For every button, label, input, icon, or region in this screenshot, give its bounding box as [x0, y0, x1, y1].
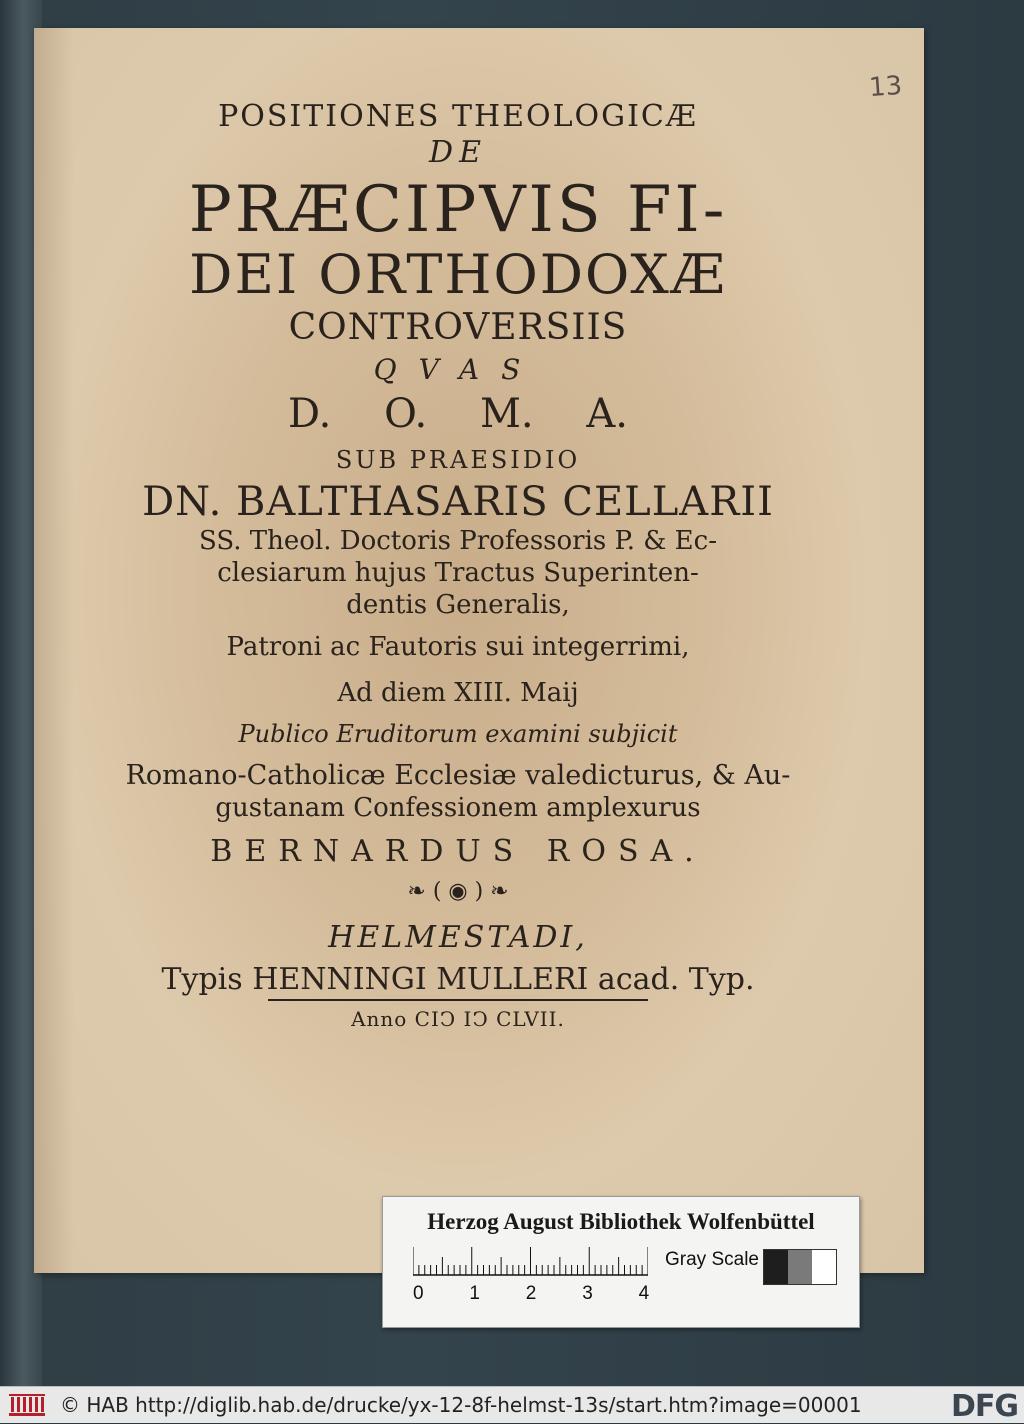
gray-swatch [764, 1250, 788, 1284]
gray-swatch [812, 1250, 836, 1284]
title-page [34, 28, 924, 1273]
title-line-controversiis: CONTROVERSIIS [288, 307, 628, 348]
body-line-patroni: Patroni ac Fautoris sui integerrimi, [226, 632, 690, 662]
dfg-logo: DFG [950, 1389, 1018, 1424]
ruler-number: 2 [525, 1283, 537, 1304]
imprint-year: Anno CIↃ IↃ CLVII. [351, 1007, 565, 1031]
imprint-place: HELMESTADI, [328, 920, 588, 955]
card-title: Herzog August Bibliothek Wolfenbüttel [427, 1209, 815, 1234]
title-line-dei-orthodoxae: DEI ORTHODOXÆ [189, 243, 727, 306]
folio-number: 13 [867, 70, 904, 104]
color-card [382, 1196, 860, 1328]
title-block [98, 99, 818, 1031]
gray-swatch [788, 1250, 812, 1284]
ruler-number: 1 [469, 1283, 480, 1304]
title-line-praeses-name: DN. BALTHASARIS CELLARII [142, 479, 774, 525]
imprint-rule [268, 999, 648, 1001]
page-edge-stain [34, 28, 74, 1273]
title-line-sub-praesidio: SUB PRAESIDIO [335, 446, 581, 474]
title-line-de: DE [429, 135, 487, 170]
publico-line: Publico Eruditorum examini subjicit [238, 720, 678, 748]
ruler-scale [413, 1245, 648, 1279]
body-line-3: dentis Generalis, [346, 590, 570, 620]
body-line-romano: Romano-Catholicæ Ecclesiæ valedicturus, & Au- [125, 760, 791, 791]
ruler-number: 4 [638, 1283, 650, 1304]
author-name: BERNARDUS ROSA. [210, 834, 706, 869]
ruler-labels [405, 1283, 665, 1305]
body-line-1: SS. Theol. Doctoris Professoris P. & Ec- [198, 526, 718, 556]
gray-scale-label: Gray Scale [665, 1249, 759, 1270]
footer-source-link[interactable]: © HAB http://diglib.hab.de/drucke/yx-12-8f-helmst-13s/start.htm?image=00001 [60, 1393, 862, 1417]
title-line-praecipuis: PRÆCIPVIS FI- [188, 173, 728, 247]
title-line-quas: QVAS [373, 353, 543, 386]
title-line-doma: D. O. M. A. [288, 391, 628, 437]
body-line-2: clesiarum hujus Tractus Superinten- [217, 558, 699, 588]
date-line: Ad diem XIII. Maij [337, 678, 579, 708]
ruler-number: 3 [582, 1283, 593, 1304]
imprint-printer: Typis HENNINGI MULLERI acad. Typ. [161, 962, 755, 997]
ornament-icon: ❧ ( ◉ ) ❧ [407, 879, 509, 904]
body-line-augustanam: gustanam Confessionem amplexurus [215, 793, 701, 823]
footer-bar [0, 1386, 1024, 1423]
gray-scale-swatches [763, 1249, 837, 1285]
ruler-number: 0 [413, 1283, 424, 1304]
title-line-positiones: POSITIONES THEOLOGICÆ [218, 99, 698, 134]
library-building-icon [8, 1393, 46, 1417]
